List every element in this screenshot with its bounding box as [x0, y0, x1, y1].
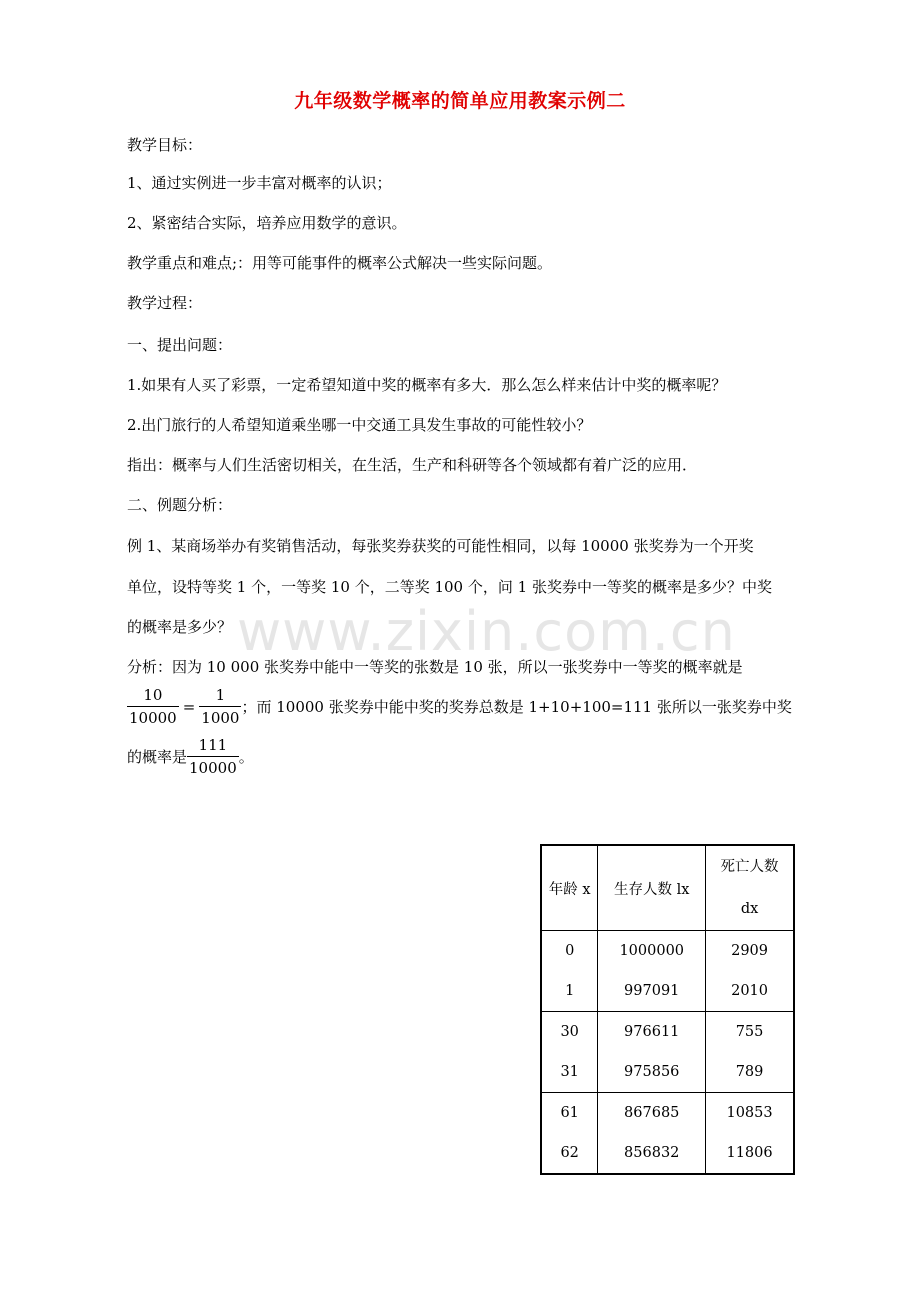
header-deaths: 死亡人数 dx: [706, 845, 794, 931]
cell-value: 867685: [624, 1105, 680, 1121]
age-cell: [541, 1093, 598, 1175]
goal-2: 2、紧密结合实际，培养应用数学的意识。: [127, 214, 407, 232]
goal-1: 1、通过实例进一步丰富对概率的认识；: [127, 174, 392, 192]
section-2-heading: 二、例题分析：: [127, 496, 233, 514]
cell-value: 1000000: [619, 943, 685, 959]
fraction-numerator: 111: [198, 736, 228, 754]
deaths-cell: [706, 1012, 794, 1093]
table-header-row: [541, 845, 794, 931]
section-1-heading: 一、提出问题：: [127, 336, 233, 354]
fraction-denominator: 10000: [127, 706, 179, 727]
analysis-line-1: 分析：因为 10 000 张奖券中能中一等奖的张数是 10 张，所以一张奖券中一等奖的概率就是: [127, 658, 743, 676]
cell-value: 10853: [726, 1105, 773, 1121]
cell-value: 62: [560, 1145, 579, 1161]
age-cell: [541, 931, 598, 1012]
fraction-numerator: 10: [143, 686, 163, 704]
question-2: 2.出门旅行的人希望知道乘坐哪一中交通工具发生事故的可能性较小？: [127, 416, 592, 434]
cell-value: 2010: [731, 983, 768, 999]
deaths-cell: [706, 1093, 794, 1175]
cell-value: 976611: [624, 1024, 680, 1040]
header-survivors: 生存人数 lx: [598, 845, 706, 931]
fraction-denominator: 10000: [187, 756, 239, 777]
example-1-line-3: 的概率是多少？: [127, 618, 233, 636]
cell-value: 31: [560, 1064, 579, 1080]
header-age: 年龄 x: [541, 845, 598, 931]
watermark: www.zixin.com.cn: [237, 600, 736, 663]
question-1: 1.如果有人买了彩票，一定希望知道中奖的概率有多大．那么怎么样来估计中奖的概率呢？: [127, 376, 727, 394]
fraction-1-over-1000: [199, 686, 241, 727]
cell-value: 789: [735, 1064, 764, 1080]
cell-value: 0: [565, 943, 575, 959]
process-heading: 教学过程：: [127, 294, 203, 312]
survivors-cell: [598, 1093, 706, 1175]
fraction-numerator: 1: [215, 686, 226, 704]
cell-value: 11806: [726, 1145, 773, 1161]
cell-value: 2909: [731, 943, 768, 959]
example-1-line-2: 单位，设特等奖 1 个，一等奖 10 个，二等奖 100 个，问 1 张奖券中一等奖的概率是多少？中奖: [127, 578, 772, 596]
table-row: [541, 1093, 794, 1175]
deaths-cell: [706, 931, 794, 1012]
note: 指出：概率与人们生活密切相关，在生活，生产和科研等各个领域都有着广泛的应用．: [127, 456, 698, 474]
analysis-line-3-suffix: 。: [238, 748, 254, 766]
survivors-cell: [598, 931, 706, 1012]
example-1-line-1: 例 1、某商场举办有奖销售活动，每张奖券获奖的可能性相同，以每 10000 张奖券为一个开奖: [127, 537, 754, 555]
goal-heading: 教学目标：: [127, 136, 203, 154]
table-row: [541, 1012, 794, 1093]
cell-value: 61: [560, 1105, 579, 1121]
fraction-111-over-10000: [187, 736, 239, 777]
analysis-line-2-text: ；而 10000 张奖券中能中奖的奖券总数是 1+10+100=111 张所以一张奖券中奖: [241, 698, 792, 716]
key-points: 教学重点和难点;：用等可能事件的概率公式解决一些实际问题。: [127, 254, 553, 272]
cell-value: 30: [560, 1024, 579, 1040]
cell-value: 1: [565, 983, 575, 999]
life-table: [540, 844, 795, 1175]
equals-sign: =: [182, 697, 196, 716]
analysis-line-3: [127, 736, 254, 777]
fraction-10-over-10000: [127, 686, 179, 727]
document-title: 九年级数学概率的简单应用教案示例二: [294, 90, 626, 112]
cell-value: 975856: [624, 1064, 680, 1080]
cell-value: 997091: [624, 983, 680, 999]
cell-value: 856832: [624, 1145, 680, 1161]
analysis-line-2: [127, 686, 792, 727]
fraction-denominator: 1000: [199, 706, 241, 727]
cell-value: 755: [735, 1024, 764, 1040]
analysis-line-3-prefix: 的概率是: [127, 748, 188, 766]
survivors-cell: [598, 1012, 706, 1093]
table-row: [541, 931, 794, 1012]
age-cell: [541, 1012, 598, 1093]
